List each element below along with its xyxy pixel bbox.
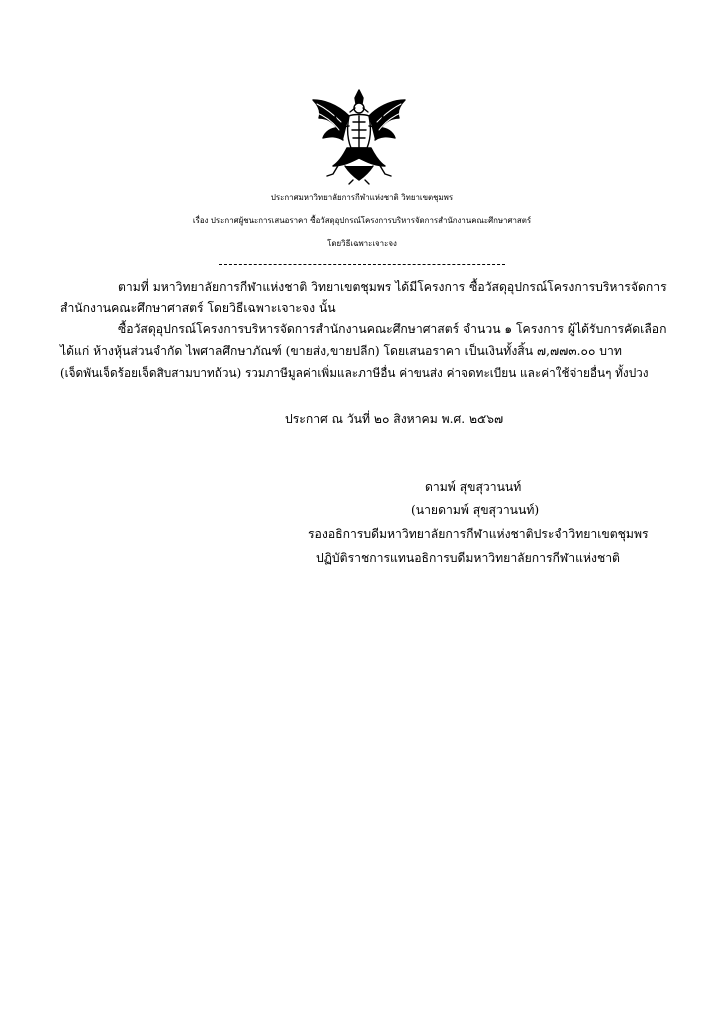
signatory-position: รองอธิการบดีมหาวิทยาลัยการกีฬาแห่งชาติประจำวิทยาเขตชุมพร — [308, 527, 649, 541]
signature-name: ดามพ์ สุขสุวานนท์ — [425, 480, 522, 494]
procurement-method: โดยวิธีเฉพาะเจาะจง — [327, 239, 397, 248]
paragraph2-line1: ซื้อวัสดุอุปกรณ์โครงการบริหารจัดการสำนักงานคณะศึกษาศาสตร์ จำนวน ๑ โครงการ ผู้ได้รับการคัดเลือก — [118, 322, 667, 336]
paragraph2-line2: ได้แก่ ห้างหุ้นส่วนจำกัด ไพศาลศึกษาภัณฑ์ (ขายส่ง,ขายปลีก) โดยเสนอราคา เป็นเงินทั้งสิ้น ๗,๗๗๓.๐๐ บาท — [60, 344, 622, 358]
header-divider — [219, 264, 505, 265]
paragraph2-line3: (เจ็ดพันเจ็ดร้อยเจ็ดสิบสามบาทถ้วน) รวมภาษีมูลค่าเพิ่มและภาษีอื่น ค่าขนส่ง ค่าจดทะเบียน และค่าใช้จ่ายอื่นๆ ทั้งปวง — [60, 366, 649, 380]
paragraph1-line1: ตามที่ มหาวิทยาลัยการกีฬาแห่งชาติ วิทยาเขตชุมพร ได้มีโครงการ ซื้อวัสดุอุปกรณ์โครงการบริหารจัดการ — [118, 280, 667, 294]
paragraph1-line2: สำนักงานคณะศึกษาศาสตร์ โดยวิธีเฉพาะเจาะจง นั้น — [60, 301, 336, 315]
signatory-acting-for: ปฏิบัติราชการแทนอธิการบดีมหาวิทยาลัยการกีฬาแห่งชาติ — [316, 551, 620, 565]
announcement-date: ประกาศ ณ วันที่ ๒๐ สิงหาคม พ.ศ. ๒๕๖๗ — [285, 412, 504, 426]
announcement-subject: เรื่อง ประกาศผู้ชนะการเสนอราคา ซื้อวัสดุอุปกรณ์โครงการบริหารจัดการสำนักงานคณะศึกษาศาสตร์ — [192, 216, 532, 225]
announcement-title: ประกาศมหาวิทยาลัยการกีฬาแห่งชาติ วิทยาเขตชุมพร — [270, 193, 454, 202]
garuda-emblem-icon — [303, 86, 415, 186]
signatory-full-name: (นายดามพ์ สุขสุวานนท์) — [411, 503, 540, 517]
